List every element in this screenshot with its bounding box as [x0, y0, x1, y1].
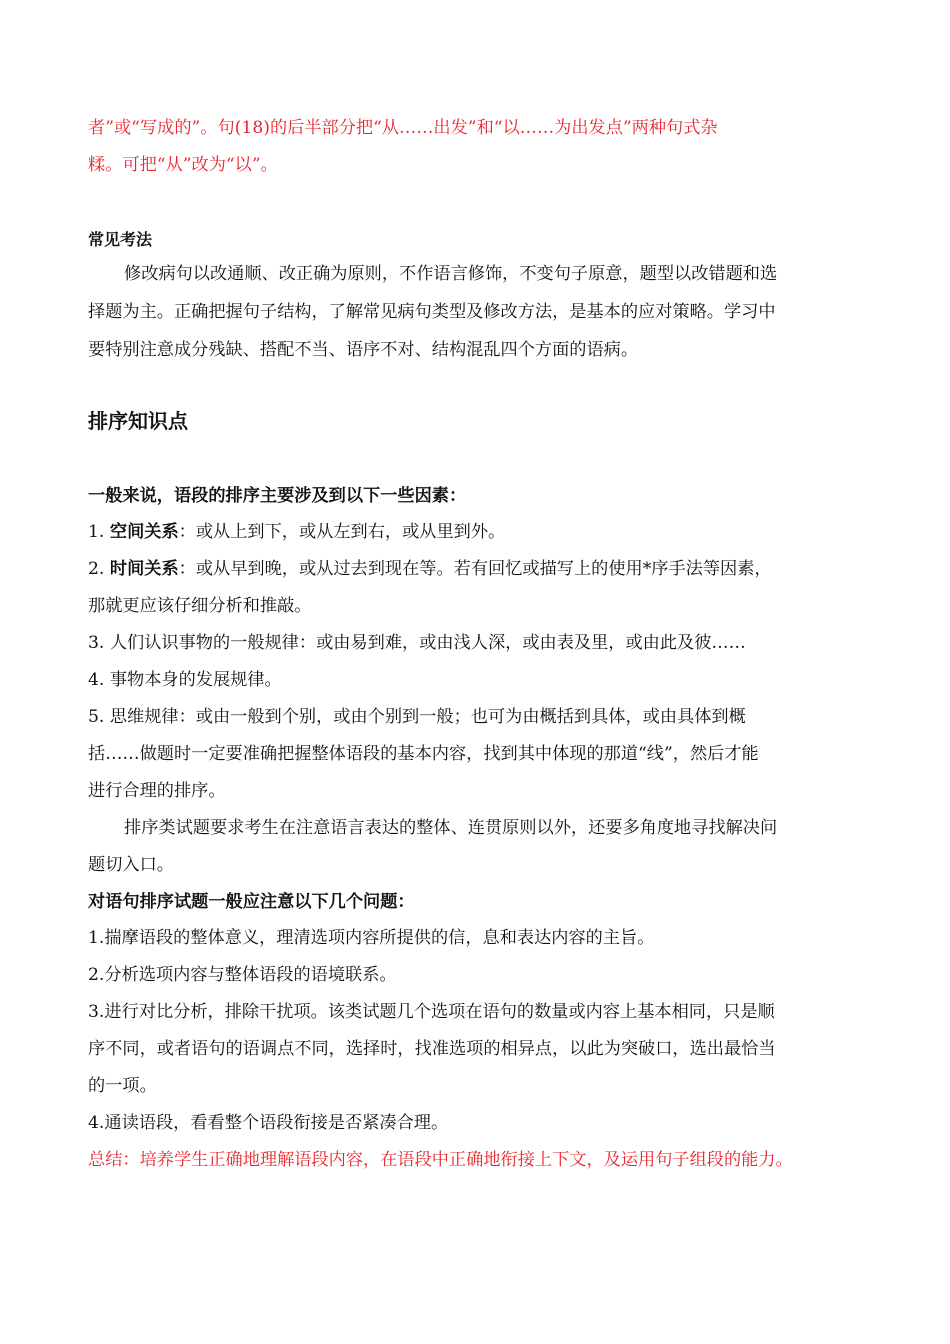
exam-paragraph-line: 要特别注意成分残缺、搭配不当、语序不对、结构混乱四个方面的语病。 — [88, 340, 639, 360]
summary-text: 总结：培养学生正确地理解语段内容，在语段中正确地衔接上下文，及运用句子组段的能力。 — [88, 1150, 793, 1170]
factor-item-5: 5. 思维规律：或由一般到个别，或由个别到一般；也可为由概括到具体，或由具体到概 — [88, 707, 746, 727]
factors-heading: 一般来说，语段的排序主要涉及到以下一些因素： — [88, 486, 467, 506]
factor-number: 2. — [88, 559, 105, 579]
exam-paragraph-line: 修改病句以改通顺、改正确为原则，不作语言修饰，不变句子原意，题型以改错题和选 — [124, 264, 778, 284]
factor-item-2 — [88, 557, 772, 581]
issues-heading: 对语句排序试题一般应注意以下几个问题： — [88, 892, 415, 912]
requirement-paragraph-line: 题切入口。 — [88, 855, 174, 875]
exam-heading: 常见考法 — [88, 230, 153, 249]
ordering-heading: 排序知识点 — [88, 409, 188, 433]
factor-text: ：或从早到晚，或从过去到现在等。若有回忆或描写上的使用*序手法等因素， — [178, 559, 772, 579]
issue-item-3: 3.进行对比分析，排除干扰项。该类试题几个选项在语句的数量或内容上基本相同，只是顺 — [88, 1002, 775, 1022]
issue-item-4: 4.通读语段，看看整个语段衔接是否紧凑合理。 — [88, 1113, 449, 1133]
factor-item-3: 3. 人们认识事物的一般规律：或由易到难，或由浅人深，或由表及里，或由此及彼…… — [88, 633, 746, 653]
factor-item-1 — [88, 520, 505, 544]
issue-item-1: 1.揣摩语段的整体意义，理清选项内容所提供的信，息和表达内容的主旨。 — [88, 928, 655, 948]
factor-item-5-continuation: 括……做题时一定要准确把握整体语段的基本内容，找到其中体现的那道“线”，然后才能 — [88, 744, 759, 764]
intro-line-2: 糅。可把“从”改为“以”。 — [88, 155, 278, 175]
requirement-paragraph-line: 排序类试题要求考生在注意语言表达的整体、连贯原则以外，还要多角度地寻找解决问 — [124, 818, 778, 838]
intro-line-1: 者”或“写成的”。句(18)的后半部分把“从……出发”和“以……为出发点”两种句式杂 — [88, 118, 718, 138]
factor-text: ：或从上到下，或从左到右，或从里到外。 — [178, 522, 506, 542]
factor-item-5-continuation: 进行合理的排序。 — [88, 781, 226, 801]
issue-item-3-continuation: 序不同，或者语句的语调点不同，选择时，找准选项的相异点，以此为突破口，选出最恰当 — [88, 1039, 776, 1059]
issue-item-3-continuation: 的一项。 — [88, 1076, 157, 1096]
factor-item-4: 4. 事物本身的发展规律。 — [88, 670, 282, 690]
factor-label: 时间关系 — [109, 559, 179, 579]
issue-item-2: 2.分析选项内容与整体语段的语境联系。 — [88, 965, 397, 985]
factor-label: 空间关系 — [109, 522, 179, 542]
factor-number: 1. — [88, 522, 105, 542]
factor-item-2-continuation: 那就更应该仔细分析和推敲。 — [88, 596, 312, 616]
exam-paragraph-line: 择题为主。正确把握句子结构，了解常见病句类型及修改方法，是基本的应对策略。学习中 — [88, 302, 776, 322]
